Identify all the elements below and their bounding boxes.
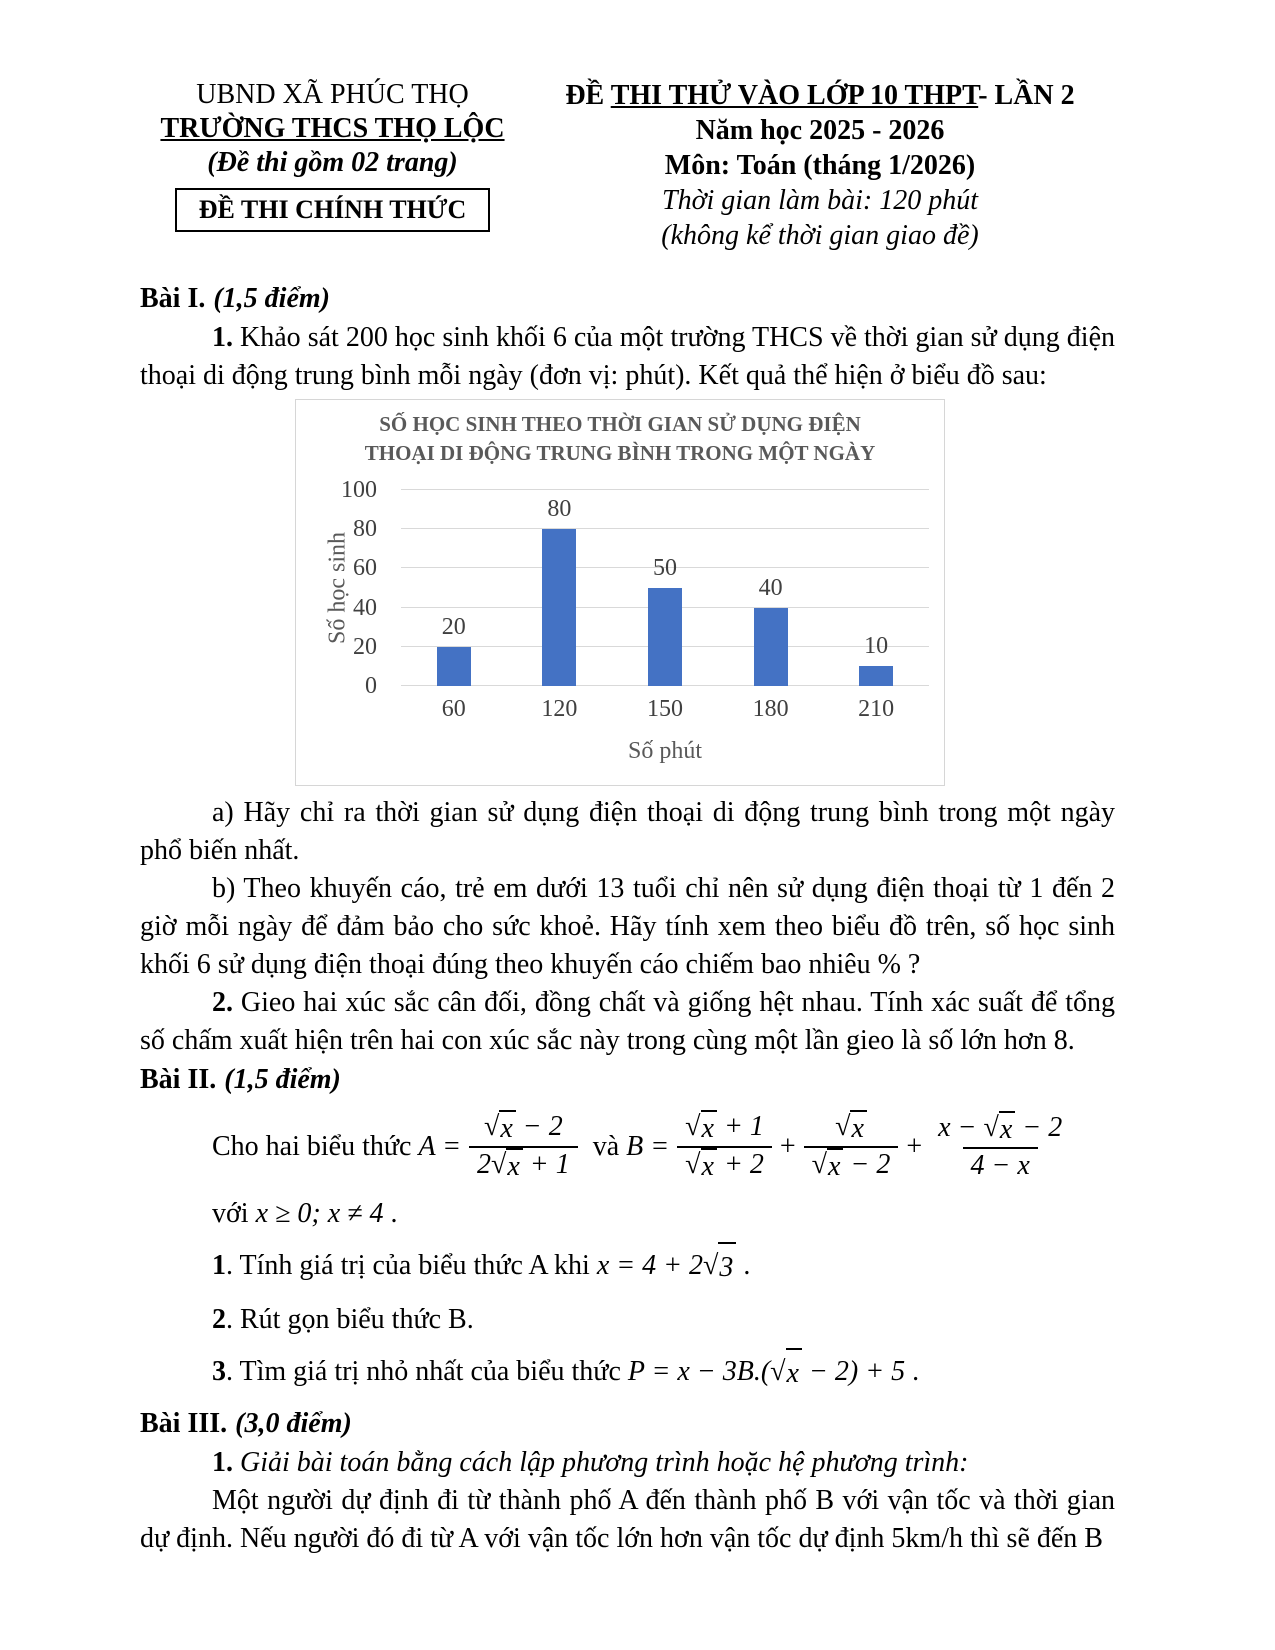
- section-3-heading: [140, 1404, 1115, 1444]
- bar-slot: [612, 490, 718, 686]
- section-1-heading: [140, 279, 1115, 319]
- fraction-B1: [677, 1110, 772, 1184]
- section-1-question-2: [140, 984, 1115, 1060]
- fraction-B2: [804, 1110, 899, 1184]
- section-1-points: (1,5 điểm): [213, 283, 330, 314]
- section-2-question-2: [140, 1296, 1115, 1344]
- fraction-B2-denominator: [804, 1146, 899, 1184]
- radicand: x: [701, 1148, 717, 1184]
- header-right-column: [525, 78, 1115, 253]
- expression-B-lhs: B =: [626, 1131, 670, 1162]
- section-2-label: Bài II.: [140, 1064, 217, 1095]
- math-text: .: [905, 1356, 920, 1387]
- math-text: − 2: [1015, 1112, 1063, 1143]
- fraction-B1-numerator: [677, 1110, 772, 1146]
- school-name: TRƯỜNG THCS THỌ LỘC: [160, 113, 505, 144]
- y-tick-label: 80: [353, 516, 377, 543]
- sqrt: [685, 1148, 717, 1184]
- and-word: và: [585, 1131, 627, 1162]
- radicand: x: [850, 1110, 866, 1146]
- radicand: x: [701, 1110, 717, 1146]
- math-text: x −: [938, 1112, 984, 1143]
- bar-slot: [401, 490, 507, 686]
- bar: [437, 647, 471, 686]
- math-text: − 2: [843, 1149, 891, 1180]
- radicand: x: [827, 1148, 843, 1184]
- bar: [648, 588, 682, 686]
- duration-note: (không kể thời gian giao đề): [661, 220, 979, 251]
- sqrt: [491, 1148, 523, 1184]
- fraction-B2-numerator: [827, 1110, 875, 1146]
- question-text: Gieo hai xúc sắc cân đối, đồng chất và giống hệt nhau. Tính xác suất để tổng số chấm xuất hiện trên hai con xúc sắc này trong cùng một lần gieo là số lớn hơn 8.: [140, 987, 1115, 1056]
- question-number: 2.: [212, 987, 233, 1018]
- section-2-condition: [140, 1190, 1115, 1238]
- radicand: x: [499, 1110, 515, 1146]
- subject-line: Môn: Toán (tháng 1/2026): [664, 150, 976, 181]
- x-tick-label: 150: [646, 696, 683, 722]
- condition-math: x ≥ 0; x ≠ 4: [255, 1198, 384, 1229]
- question-text: Khảo sát 200 học sinh khối 6 của một trường THCS về thời gian sử dụng điện thoại di động trung bình mỗi ngày (đơn vị: phút). Kết quả thể hiện ở biểu đồ sau:: [140, 322, 1115, 391]
- sqrt: [984, 1111, 1016, 1147]
- radicand: x: [506, 1148, 522, 1184]
- condition-end: .: [383, 1198, 398, 1229]
- page-content: [140, 78, 1115, 1558]
- y-tick-label: 40: [353, 594, 377, 621]
- section-2-question-3: [140, 1348, 1115, 1398]
- plus-sign: +: [906, 1131, 923, 1162]
- math-text: P = x − 3B.(: [627, 1356, 771, 1387]
- school-year: Năm học 2025 - 2026: [695, 115, 945, 146]
- section-3-question-1: [140, 1444, 1115, 1482]
- fraction-A-denominator: [469, 1146, 578, 1184]
- radical-sign: √: [983, 1112, 999, 1143]
- math-text: + 1: [522, 1149, 570, 1180]
- question-text: . Rút gọn biểu thức B.: [226, 1304, 474, 1335]
- fraction-B3-numerator: [930, 1111, 1070, 1147]
- condition-prefix: với: [212, 1198, 256, 1229]
- chart-y-axis-title: Số học sinh: [324, 531, 351, 645]
- section-1-question-b: b) Theo khuyến cáo, trẻ em dưới 13 tuổi chỉ nên sử dụng điện thoại từ 1 đến 2 giờ mỗi ngày để đảm bảo cho sức khoẻ. Hãy tính xem theo biểu đồ trên, số học sinh khối 6 sử dụng điện thoại đúng theo khuyến cáo chiếm bao nhiêu % ?: [140, 873, 1115, 980]
- question-number: 1.: [212, 1447, 233, 1478]
- section-3-problem: Một người dự định đi từ thành phố A đến thành phố B với vận tốc và thời gian dự định. Nếu người đó đi từ A với vận tốc lớn hơn vận tốc dự định 5km/h thì sẽ đến B: [140, 1485, 1115, 1554]
- y-tick-label: 100: [341, 477, 377, 503]
- duration-line: Thời gian làm bài: 120 phút: [662, 185, 978, 216]
- radical-sign: √: [835, 1111, 851, 1142]
- math-text: + 1: [716, 1111, 764, 1142]
- radicand: 3: [718, 1242, 736, 1292]
- question-text: . Tìm giá trị nhỏ nhất của biểu thức: [226, 1356, 628, 1387]
- x-tick-label: 60: [441, 696, 466, 722]
- fraction-B3-denominator: [963, 1147, 1038, 1183]
- section-1-question-1: [140, 319, 1115, 395]
- bar: [542, 529, 576, 686]
- section-3-label: Bài III.: [140, 1408, 228, 1439]
- radical-sign: √: [483, 1111, 500, 1142]
- math-text: .: [736, 1250, 751, 1281]
- bar-slot: [718, 490, 824, 686]
- section-1-label: Bài I.: [140, 283, 206, 314]
- header-left-column: [140, 78, 525, 253]
- official-exam-box: ĐỀ THI CHÍNH THỨC: [175, 188, 491, 232]
- page-count-note: (Đề thi gồm 02 trang): [207, 147, 458, 178]
- bar-value-label: 50: [652, 555, 677, 581]
- bar-value-label: 40: [758, 574, 783, 601]
- radicand: x: [999, 1111, 1015, 1147]
- issuer-line: UBND XÃ PHÚC THỌ: [196, 79, 469, 110]
- y-tick-label: 20: [353, 633, 377, 660]
- question-number: 1.: [212, 322, 233, 353]
- chart-xlabels: [401, 696, 929, 723]
- fraction-A: [469, 1110, 578, 1184]
- sqrt: [703, 1242, 736, 1292]
- radicand: x: [786, 1348, 802, 1398]
- section-3-points: (3,0 điểm): [235, 1408, 352, 1439]
- math-text: x = 4 + 2: [596, 1250, 704, 1281]
- exam-title-underlined: THI THỬ VÀO LỚP 10 THPT: [610, 80, 979, 111]
- section-2-heading: [140, 1060, 1115, 1100]
- bar-value-label: 20: [441, 613, 466, 640]
- question-text: . Tính giá trị của biểu thức A khi: [226, 1250, 597, 1281]
- exam-header: [140, 78, 1115, 253]
- question-number: 2: [212, 1304, 226, 1335]
- math-text: − 2: [515, 1111, 563, 1142]
- sqrt: [484, 1110, 516, 1146]
- y-tick-label: 60: [353, 555, 377, 582]
- radical-sign: √: [685, 1111, 701, 1142]
- radical-sign: √: [685, 1149, 701, 1180]
- chart-yticks: [296, 477, 391, 699]
- chart-bars: [401, 490, 929, 686]
- bar-value-label: 80: [547, 496, 572, 523]
- sqrt: [770, 1348, 802, 1398]
- y-tick-label: 0: [365, 673, 377, 699]
- radical-sign: √: [703, 1250, 719, 1281]
- sqrt: [835, 1110, 867, 1146]
- bar: [754, 608, 788, 686]
- section-2-expressions: [140, 1110, 1115, 1184]
- bar-slot: [823, 490, 929, 686]
- bar-value-label: 10: [864, 633, 889, 660]
- section-2-question-1: [140, 1242, 1115, 1292]
- plus-sign: +: [779, 1131, 796, 1162]
- fraction-B3: [930, 1111, 1070, 1183]
- bar-chart: [295, 399, 945, 786]
- math-text: 2: [476, 1149, 491, 1180]
- section-2-points: (1,5 điểm): [224, 1064, 341, 1095]
- exam-title: [525, 78, 1115, 113]
- math-text: 4 − x: [970, 1150, 1030, 1181]
- math-text: + 2: [716, 1149, 764, 1180]
- sqrt: [812, 1148, 844, 1184]
- math-text: − 2) + 5: [801, 1356, 906, 1387]
- chart-title: SỐ HỌC SINH THEO THỜI GIAN SỬ DỤNG ĐIỆN THOẠI DI ĐỘNG TRUNG BÌNH TRONG MỘT NGÀY: [364, 412, 876, 465]
- bar: [859, 666, 893, 686]
- expression-A-lhs: A =: [418, 1131, 461, 1162]
- x-tick-label: 180: [752, 696, 789, 722]
- exam-title-post: - LẦN 2: [978, 80, 1075, 111]
- question-number: 3: [212, 1356, 226, 1387]
- bar-slot: [507, 490, 613, 686]
- radical-sign: √: [811, 1149, 828, 1180]
- exam-title-pre: ĐỀ: [565, 80, 611, 111]
- chart-x-axis-title: Số phút: [627, 738, 702, 764]
- radical-sign: √: [770, 1356, 786, 1387]
- fraction-B1-denominator: [677, 1146, 772, 1184]
- radical-sign: √: [490, 1149, 507, 1180]
- x-tick-label: 120: [541, 696, 578, 722]
- question-text: Giải bài toán bằng cách lập phương trình hoặc hệ phương trình:: [233, 1447, 969, 1478]
- expressions-intro: Cho hai biểu thức: [212, 1131, 419, 1162]
- question-number: 1: [212, 1250, 226, 1281]
- sqrt: [685, 1110, 717, 1146]
- section-1-question-a: a) Hãy chỉ ra thời gian sử dụng điện thoại di động trung bình trong một ngày phổ biến nhất.: [140, 797, 1115, 866]
- x-tick-label: 210: [858, 696, 895, 722]
- fraction-A-numerator: [476, 1110, 571, 1146]
- chart-plot: [401, 490, 929, 686]
